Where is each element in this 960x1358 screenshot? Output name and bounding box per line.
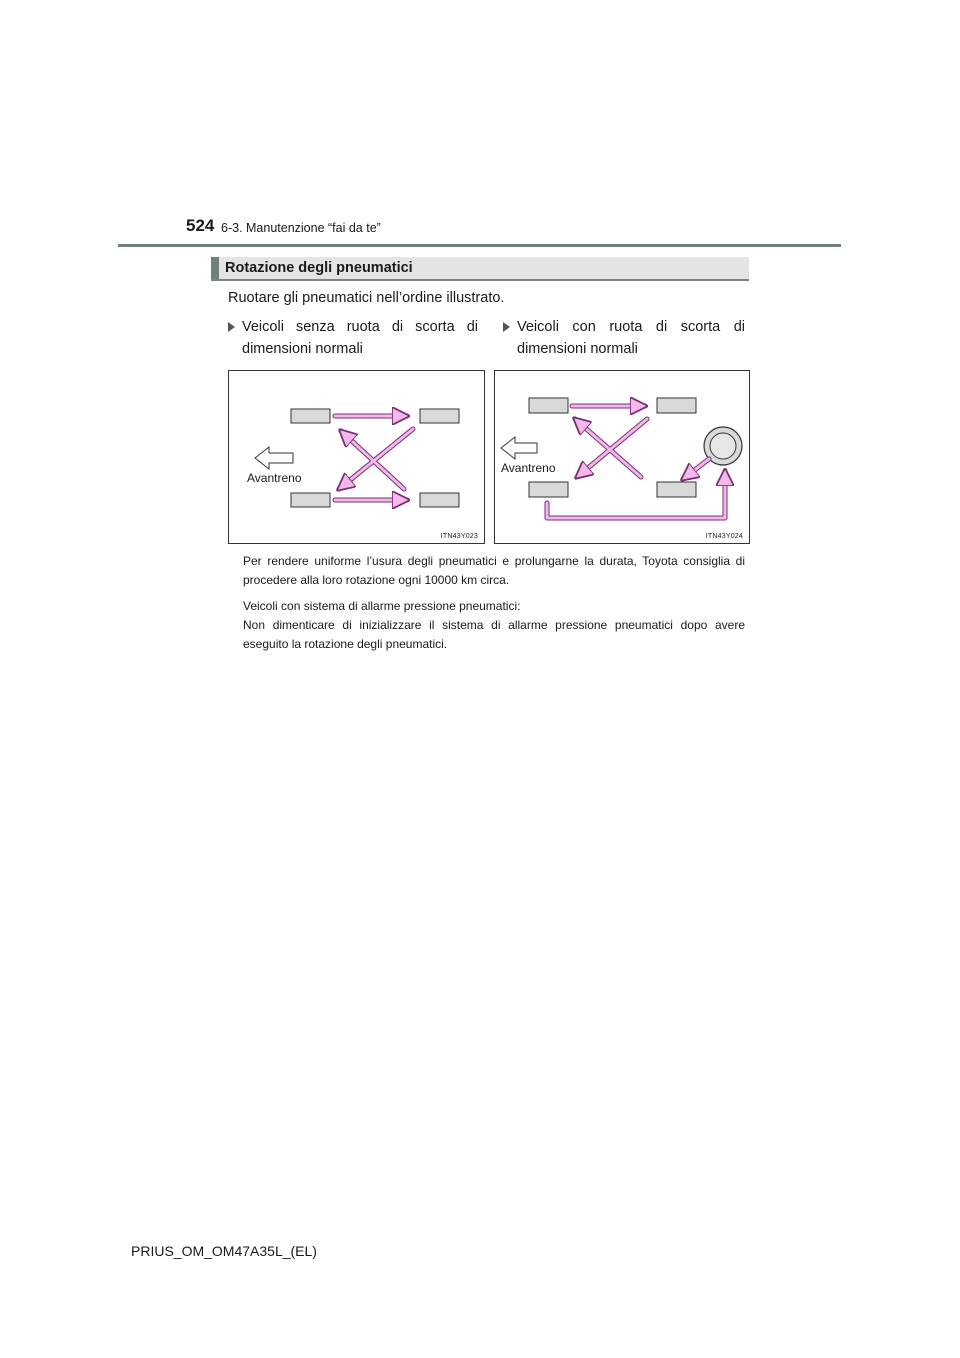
front-label: Avantreno	[501, 461, 556, 475]
spare-tire-rim	[710, 433, 736, 459]
figure-code: ITN43Y024	[705, 533, 743, 540]
bullet-triangle-icon	[503, 322, 510, 332]
note-rotation-interval: Per rendere uniforme l’usura degli pneumatici e prolungarne la durata, Toyota consiglia di procedere alla loro rotazione ogni 10000 km circa.	[243, 554, 745, 587]
tire-rear-right	[657, 482, 696, 497]
case-2-heading	[517, 316, 745, 360]
figure-code: ITN43Y023	[440, 533, 478, 540]
document-code: PRIUS_OM_OM47A35L_(EL)	[131, 1243, 317, 1259]
forward-arrow-icon	[501, 437, 537, 459]
section-heading	[211, 257, 749, 281]
arrow-front-right-to-spare	[547, 471, 725, 518]
note-tpms-heading: Veicoli con sistema di allarme pressione pneumatici:	[243, 599, 521, 613]
tire-front-left	[291, 409, 330, 423]
tire-front-left	[529, 398, 568, 413]
note-tpms	[243, 597, 745, 654]
note-tpms-body: Non dimenticare di inizializzare il sistema di allarme pressione pneumatici dopo avere eseguito la rotazione degli pneumatici.	[243, 618, 745, 651]
tire-rear-right	[420, 493, 459, 507]
tire-rear-left	[420, 409, 459, 423]
case-1-line-1: Veicoli senza ruota di scorta di	[242, 319, 478, 335]
case-2-line-2: dimensioni normali	[517, 341, 638, 357]
front-label: Avantreno	[247, 471, 302, 485]
case-2-line-1: Veicoli con ruota di scorta di	[517, 319, 745, 335]
case-1-heading	[242, 316, 478, 360]
section-marker	[211, 257, 219, 279]
section-title: Rotazione degli pneumatici	[225, 260, 413, 276]
page-number: 524	[186, 216, 215, 235]
tire-rear-left	[657, 398, 696, 413]
figure-rotation-with-spare	[494, 370, 750, 544]
header-rule	[118, 244, 841, 247]
arrow-spare-to-rear-right	[683, 459, 709, 479]
tire-front-right	[291, 493, 330, 507]
chapter-title: 6-3. Manutenzione “fai da te”	[221, 221, 381, 235]
bullet-triangle-icon	[228, 322, 235, 332]
tire-front-right	[529, 482, 568, 497]
case-1-line-2: dimensioni normali	[242, 341, 363, 357]
forward-arrow-icon	[255, 447, 293, 469]
intro-text: Ruotare gli pneumatici nell’ordine illustrato.	[228, 290, 505, 306]
rotation-diagram-with-spare	[495, 371, 751, 545]
figure-rotation-no-spare	[228, 370, 485, 544]
rotation-diagram-no-spare	[229, 371, 486, 545]
